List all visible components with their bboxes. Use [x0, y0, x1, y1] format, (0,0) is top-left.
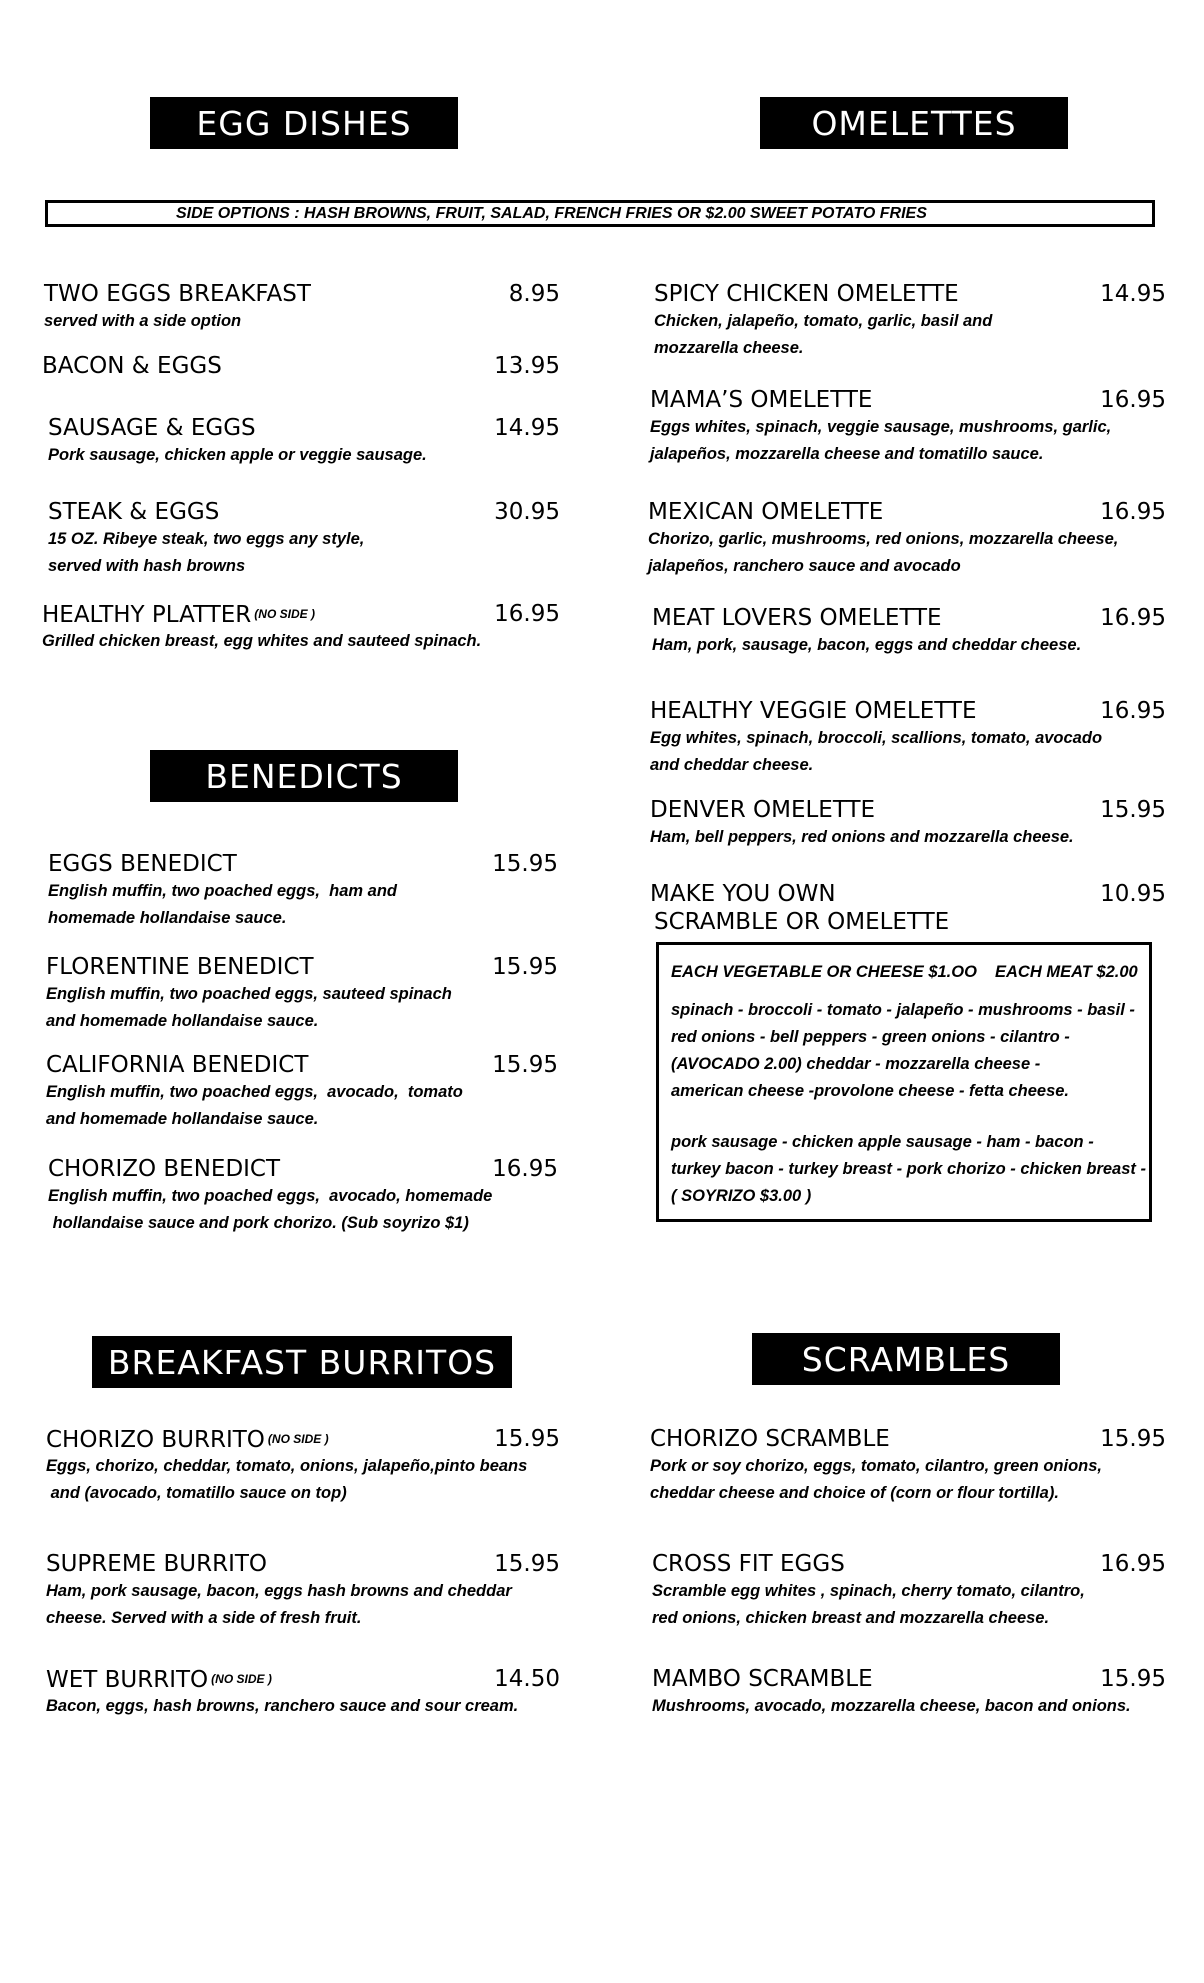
menu-item-title: MEAT LOVERS OMELETTE	[652, 605, 942, 631]
menu-item-description	[652, 1693, 1131, 1720]
menu-item-name	[654, 280, 959, 308]
menu-item-price: 14.50	[494, 1666, 560, 1692]
option-line: turkey bacon - turkey breast - pork chorizo - chicken breast -	[671, 1160, 1146, 1178]
menu-item-name	[48, 850, 237, 878]
scrambles-header	[752, 1333, 1060, 1385]
menu-item-title: DENVER OMELETTE	[650, 797, 876, 823]
menu-item-description	[652, 1578, 1085, 1632]
menu-item-description	[48, 442, 427, 469]
menu-item-description	[46, 1578, 512, 1632]
menu-item-price: 16.95	[494, 601, 560, 627]
description-line: Ham, bell peppers, red onions and mozzarella cheese.	[650, 828, 1074, 846]
menu-item-price: 8.95	[508, 281, 560, 307]
menu-item-title: HEALTHY VEGGIE OMELETTE	[650, 698, 977, 724]
menu-item-name	[42, 600, 315, 629]
menu-item-name	[48, 498, 219, 526]
menu-item-title: STEAK & EGGS	[48, 499, 220, 525]
menu-item-title: CALIFORNIA BENEDICT	[46, 1052, 309, 1078]
egg-dishes-header	[150, 97, 458, 149]
menu-item-description	[654, 308, 992, 362]
menu-item-description	[48, 1183, 492, 1237]
no-side-note: (NO SIDE )	[267, 1432, 329, 1446]
menu-item-price: 14.95	[494, 415, 560, 441]
menu-item-name	[48, 414, 256, 442]
side-options-text: SIDE OPTIONS : HASH BROWNS, FRUIT, SALAD, FRENCH FRIES OR $2.00 SWEET POTATO FRIES	[176, 204, 927, 222]
menu-item-name	[42, 352, 222, 380]
menu-item-price: 16.95	[1100, 605, 1166, 631]
menu-item-title: MAMA’S OMELETTE	[650, 387, 873, 413]
option-line: american cheese -provolone cheese - fetta cheese.	[671, 1082, 1070, 1100]
description-line: Pork sausage, chicken apple or veggie sausage.	[48, 446, 427, 464]
menu-item-description	[650, 725, 1102, 779]
menu-item-price: 15.95	[494, 1551, 560, 1577]
menu-item-description	[46, 1453, 527, 1507]
description-line: Bacon, eggs, hash browns, ranchero sauce and sour cream.	[46, 1697, 519, 1715]
menu-item-description	[44, 308, 241, 335]
menu-item-title: BACON & EGGS	[42, 353, 222, 379]
menu-item-title: CHORIZO SCRAMBLE	[650, 1426, 890, 1452]
menu-item-name	[48, 1155, 280, 1183]
menu-item-price: 14.95	[1100, 281, 1166, 307]
description-line: Chicken, jalapeño, tomato, garlic, basil and	[654, 312, 993, 330]
section-title: EGG DISHES	[196, 103, 412, 143]
option-line: red onions - bell peppers - green onions - cilantro -	[671, 1028, 1070, 1046]
menu-item-title: HEALTHY PLATTER	[42, 602, 252, 628]
description-line: and homemade hollandaise sauce.	[46, 1110, 319, 1128]
description-line: English muffin, two poached eggs, avocado, homemade	[48, 1187, 493, 1205]
menu-item-description	[42, 628, 481, 655]
menu-item-description	[46, 1079, 463, 1133]
menu-item-name	[648, 498, 883, 526]
section-title: BREAKFAST BURRITOS	[107, 1342, 497, 1382]
menu-item-name	[650, 697, 977, 725]
menu-item-price: 15.95	[492, 851, 558, 877]
menu-item-description	[48, 878, 397, 932]
menu-item-title: CHORIZO BENEDICT	[48, 1156, 281, 1182]
menu-item-description	[650, 1453, 1102, 1507]
description-line: Pork or soy chorizo, eggs, tomato, cilantro, green onions,	[650, 1457, 1102, 1475]
menu-item-description	[648, 526, 1118, 580]
menu-item-price: 10.95	[1100, 881, 1166, 907]
menu-item-description	[650, 824, 1074, 851]
menu-item-name	[650, 796, 875, 824]
menu-item-name	[652, 1550, 845, 1578]
no-side-note: (NO SIDE )	[211, 1672, 272, 1686]
menu-item-title: CHORIZO BURRITO	[46, 1427, 265, 1453]
side-options-banner	[45, 200, 1155, 227]
menu-item-price: 16.95	[1100, 698, 1166, 724]
menu-item-title: WET BURRITO	[46, 1667, 209, 1693]
vegetable-options	[671, 997, 1135, 1105]
menu-item-name	[44, 280, 311, 308]
benedicts-header	[150, 750, 458, 802]
menu-item-price: 15.95	[1100, 797, 1166, 823]
menu-item-name	[650, 880, 949, 936]
menu-item-price: 15.95	[492, 1052, 558, 1078]
description-line: red onions, chicken breast and mozzarella cheese.	[652, 1609, 1050, 1627]
description-line: cheese. Served with a side of fresh fruit.	[46, 1609, 362, 1627]
menu-item-title: SPICY CHICKEN OMELETTE	[654, 281, 959, 307]
menu-item-description	[48, 526, 364, 580]
description-line: served with a side option	[44, 312, 242, 330]
menu-item-price: 15.95	[492, 954, 558, 980]
menu-item-name	[46, 1665, 272, 1694]
menu-item-description	[650, 414, 1111, 468]
menu-item-price: 30.95	[494, 499, 560, 525]
no-side-note: (NO SIDE )	[254, 607, 315, 621]
build-your-own-box	[656, 942, 1152, 1222]
description-line: Egg whites, spinach, broccoli, scallions, tomato, avocado	[650, 729, 1103, 747]
description-line: and homemade hollandaise sauce.	[46, 1012, 319, 1030]
menu-item-title: MAMBO SCRAMBLE	[652, 1666, 873, 1692]
menu-item-title: MEXICAN OMELETTE	[648, 499, 884, 525]
menu-item-price: 15.95	[494, 1426, 560, 1452]
menu-item-price: 15.95	[1100, 1666, 1166, 1692]
option-line: (AVOCADO 2.00) cheddar - mozzarella cheese -	[671, 1055, 1041, 1073]
description-line: English muffin, two poached eggs, ham and	[48, 882, 397, 900]
menu-item-title: TWO EGGS BREAKFAST	[44, 281, 311, 307]
section-title: OMELETTES	[811, 103, 1017, 143]
description-line: and (avocado, tomatillo sauce on top)	[46, 1484, 347, 1502]
menu-item-name	[652, 1665, 873, 1693]
menu-item-title-line2: SCRAMBLE OR OMELETTE	[654, 909, 950, 935]
description-line: served with hash browns	[48, 557, 246, 575]
description-line: Ham, pork, sausage, bacon, eggs and cheddar cheese.	[652, 636, 1082, 654]
description-line: Ham, pork sausage, bacon, eggs hash browns and cheddar	[46, 1582, 512, 1600]
menu-item-price: 16.95	[492, 1156, 558, 1182]
menu-item-price: 15.95	[1100, 1426, 1166, 1452]
menu-item-name	[652, 604, 942, 632]
each-meat-price: EACH MEAT $2.00	[995, 963, 1138, 981]
description-line: jalapeños, ranchero sauce and avocado	[648, 557, 961, 575]
omelettes-header	[760, 97, 1068, 149]
menu-item-title: FLORENTINE BENEDICT	[46, 954, 314, 980]
description-line: Grilled chicken breast, egg whites and sauteed spinach.	[42, 632, 482, 650]
description-line: hollandaise sauce and pork chorizo. (Sub soyrizo $1)	[48, 1214, 469, 1232]
menu-item-name	[46, 1051, 308, 1079]
description-line: Eggs whites, spinach, veggie sausage, mushrooms, garlic,	[650, 418, 1112, 436]
menu-item-name	[650, 386, 872, 414]
option-line: spinach - broccoli - tomato - jalapeño - mushrooms - basil -	[671, 1001, 1135, 1019]
description-line: cheddar cheese and choice of (corn or flour tortilla).	[650, 1484, 1059, 1502]
meat-options	[671, 1129, 1146, 1210]
menu-item-description	[46, 981, 452, 1035]
description-line: jalapeños, mozzarella cheese and tomatillo sauce.	[650, 445, 1044, 463]
description-line: English muffin, two poached eggs, sauteed spinach	[46, 985, 452, 1003]
description-line: Mushrooms, avocado, mozzarella cheese, bacon and onions.	[652, 1697, 1131, 1715]
description-line: homemade hollandaise sauce.	[48, 909, 287, 927]
menu-item-name	[46, 953, 314, 981]
menu-item-title: CROSS FIT EGGS	[652, 1551, 845, 1577]
menu-item-title: SAUSAGE & EGGS	[48, 415, 256, 441]
description-line: Chorizo, garlic, mushrooms, red onions, mozzarella cheese,	[648, 530, 1119, 548]
menu-item-description	[46, 1693, 518, 1720]
menu-item-title: SUPREME BURRITO	[46, 1551, 268, 1577]
menu-item-price: 13.95	[494, 353, 560, 379]
menu-item-description	[652, 632, 1081, 659]
burritos-header	[92, 1336, 512, 1388]
description-line: Eggs, chorizo, cheddar, tomato, onions, jalapeño,pinto beans	[46, 1457, 528, 1475]
option-line: pork sausage - chicken apple sausage - ham - bacon -	[671, 1133, 1094, 1151]
option-line: ( SOYRIZO $3.00 )	[671, 1187, 812, 1205]
menu-item-price: 16.95	[1100, 1551, 1166, 1577]
menu-item-name	[650, 1425, 890, 1453]
menu-item-price: 16.95	[1100, 387, 1166, 413]
description-line: mozzarella cheese.	[654, 339, 804, 357]
menu-item-title: EGGS BENEDICT	[48, 851, 237, 877]
menu-item-name	[46, 1550, 267, 1578]
section-title: SCRAMBLES	[801, 1339, 1011, 1379]
description-line: and cheddar cheese.	[650, 756, 814, 774]
menu-item-price: 16.95	[1100, 499, 1166, 525]
each-vegetable-price: EACH VEGETABLE OR CHEESE $1.OO	[671, 963, 977, 981]
menu-item-title: MAKE YOU OWN	[650, 881, 836, 907]
section-title: BENEDICTS	[205, 756, 403, 796]
description-line: Scramble egg whites , spinach, cherry tomato, cilantro,	[652, 1582, 1085, 1600]
description-line: English muffin, two poached eggs, avocado, tomato	[46, 1083, 463, 1101]
description-line: 15 OZ. Ribeye steak, two eggs any style,	[48, 530, 365, 548]
menu-item-name	[46, 1425, 329, 1454]
